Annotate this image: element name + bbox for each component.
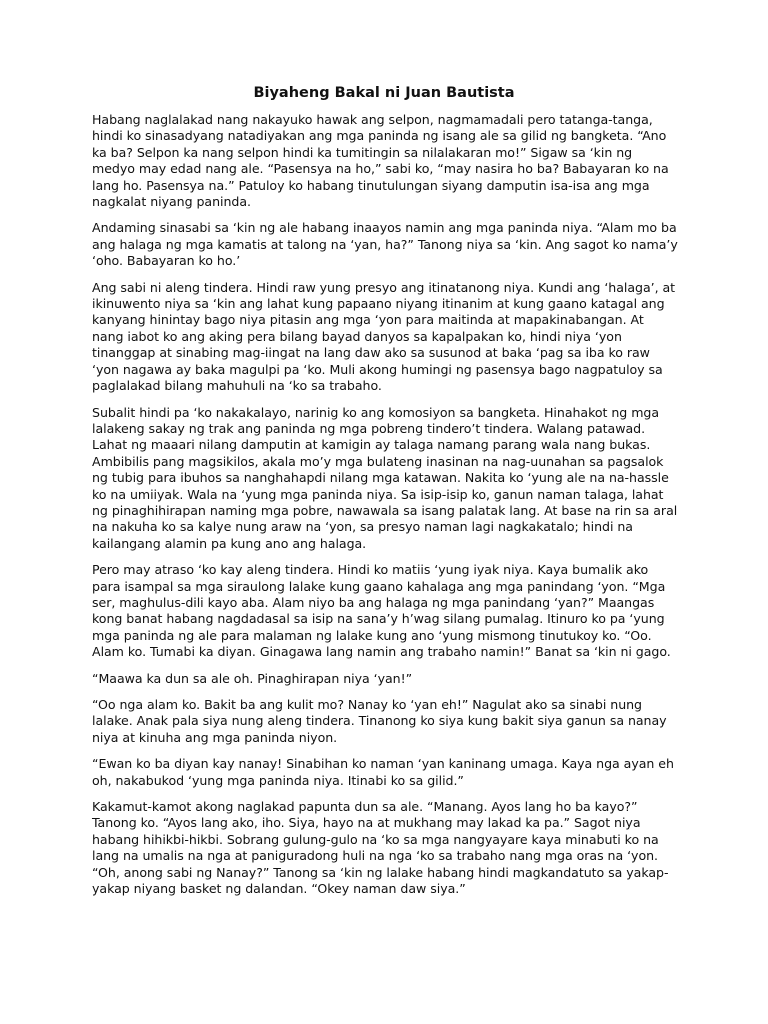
paragraph: Ang sabi ni aleng tindera. Hindi raw yung presyo ang itinatanong niya. Kundi ang ‘halaga’, at ikinuwento niya sa ‘kin ang lahat kung papaano niyang itinanim at kung gaano katagal ang kanyang hinintay bago niya pitasin ang mga ‘yon para maitinda at mapakinabangan. At nang iabot ko ang aking pera bilang bayad danyos sa kapalpakan ko, hindi niya ‘yon tinanggap at sinabing mag-iingat na lang daw ako sa susunod at baka ‘pag sa iba ko raw ‘yon nagawa ay baka magulpi pa ‘ko. Muli akong humingi ng pasensya bago nagpatuloy sa paglalakad bilang mahuhuli na ‘ko sa trabaho. [92,279,676,394]
document-body [92,112,678,907]
paragraph: Kakamut-kamot akong naglakad papunta dun sa ale. “Manang. Ayos lang ho ba kayo?” Tanong ko. “Ayos lang ako, iho. Siya, hayo na at mukhang may lakad ka pa.” Sagot niya habang hihikbi-hikbi. Sobrang gulung-gulo na ‘ko sa mga nangyayare kaya minabuti ko na lang na umalis na nga at paniguradong huli na nga ‘ko sa trabaho nang mga oras na ‘yon. “Oh, anong sabi ng Nanay?” Tanong sa ‘kin ng lalake habang hindi magkandatuto sa yakap-yakap niyang basket ng dalandan. “Okey naman daw siya.” [92,799,669,897]
paragraph: “Maawa ka dun sa ale oh. Pinaghirapan niya ‘yan!” [92,670,413,686]
paragraph: “Oo nga alam ko. Bakit ba ang kulit mo? Nanay ko ‘yan eh!” Nagulat ako sa sinabi nung lalake. Anak pala siya nung aleng tindera. Tinanong ko siya kung bakit siya ganun sa nanay niya at kinuha ang mga paninda niyon. [92,697,667,745]
paragraph: “Ewan ko ba diyan kay nanay! Sinabihan ko naman ‘yan kaninang umaga. Kaya nga ayan eh oh, nakabukod ‘yung mga paninda niya. Itinabi ko sa gilid.” [92,756,674,788]
document-title: Biyaheng Bakal ni Juan Bautista [253,85,515,101]
paragraph: Habang naglalakad nang nakayuko hawak ang selpon, nagmamadali pero tatanga-tanga, hindi ko sinasadyang natadiyakan ang mga paninda ng isang ale sa gilid ng bangketa. “Ano ka ba? Selpon ka nang selpon hindi ka tumitingin sa nilalakaran mo!” Sigaw sa ‘kin ng medyo may edad nang ale. “Pasensya na ho,” sabi ko, “may nasira ho ba? Babayaran ko na lang ho. Pasensya na.” Patuloy ko habang tinutulungan siyang damputin isa-isa ang mga nagkalat niyang paninda. [92,112,669,210]
paragraph: Pero may atraso ‘ko kay aleng tindera. Hindi ko matiis ‘yung iyak niya. Kaya bumalik ako para isampal sa mga siraulong lalake kung gaano kahalaga ang mga panindang ‘yon. “Mga ser, maghulus-dili kayo aba. Alam niyo ba ang halaga ng mga panindang ‘yan?” Maangas kong banat habang nagdadasal sa isip na sana’y h’wag silang pumalag. Itinuro ko pa ‘yung mga paninda ng ale para malaman ng lalake kung ano ‘yung mismong tinutukoy ko. “Oo. Alam ko. Tumabi ka diyan. Ginagawa lang namin ang trabaho namin!” Banat sa ‘kin ni gago. [92,562,671,660]
paragraph: Subalit hindi pa ‘ko nakakalayo, narinig ko ang komosiyon sa bangketa. Hinahakot ng mga lalakeng sakay ng trak ang paninda ng mga pobreng tindero’t tindera. Walang patawad. Lahat ng maaari nilang damputin at kamigin ay talaga namang parang wala nang bukas. Ambibilis pang magsikilos, akala mo’y mga bulateng inasinan na nag-uunahan sa pagsalok ng tubig para ibuhos sa nanghahapdi nilang mga katawan. Nakita ko ‘yung ale na na-hassle ko na umiiyak. Wala na ‘yung mga paninda niya. Sa isip-isip ko, ganun naman talaga, lahat ng pinaghihirapan naming mga pobre, nawawala sa isang palatak lang. At base na rin sa aral na nakuha ko sa kalye nung araw na ‘yon, sa presyo naman lagi nagkakatalo; hindi na kailangang alamin pa kung ano ang halaga. [92,404,678,551]
paragraph: Andaming sinasabi sa ‘kin ng ale habang inaayos namin ang mga paninda niya. “Alam mo ba ang halaga ng mga kamatis at talong na ‘yan, ha?” Tanong niya sa ‘kin. Ang sagot ko nama’y ‘oho. Babayaran ko ho.’ [92,220,678,269]
